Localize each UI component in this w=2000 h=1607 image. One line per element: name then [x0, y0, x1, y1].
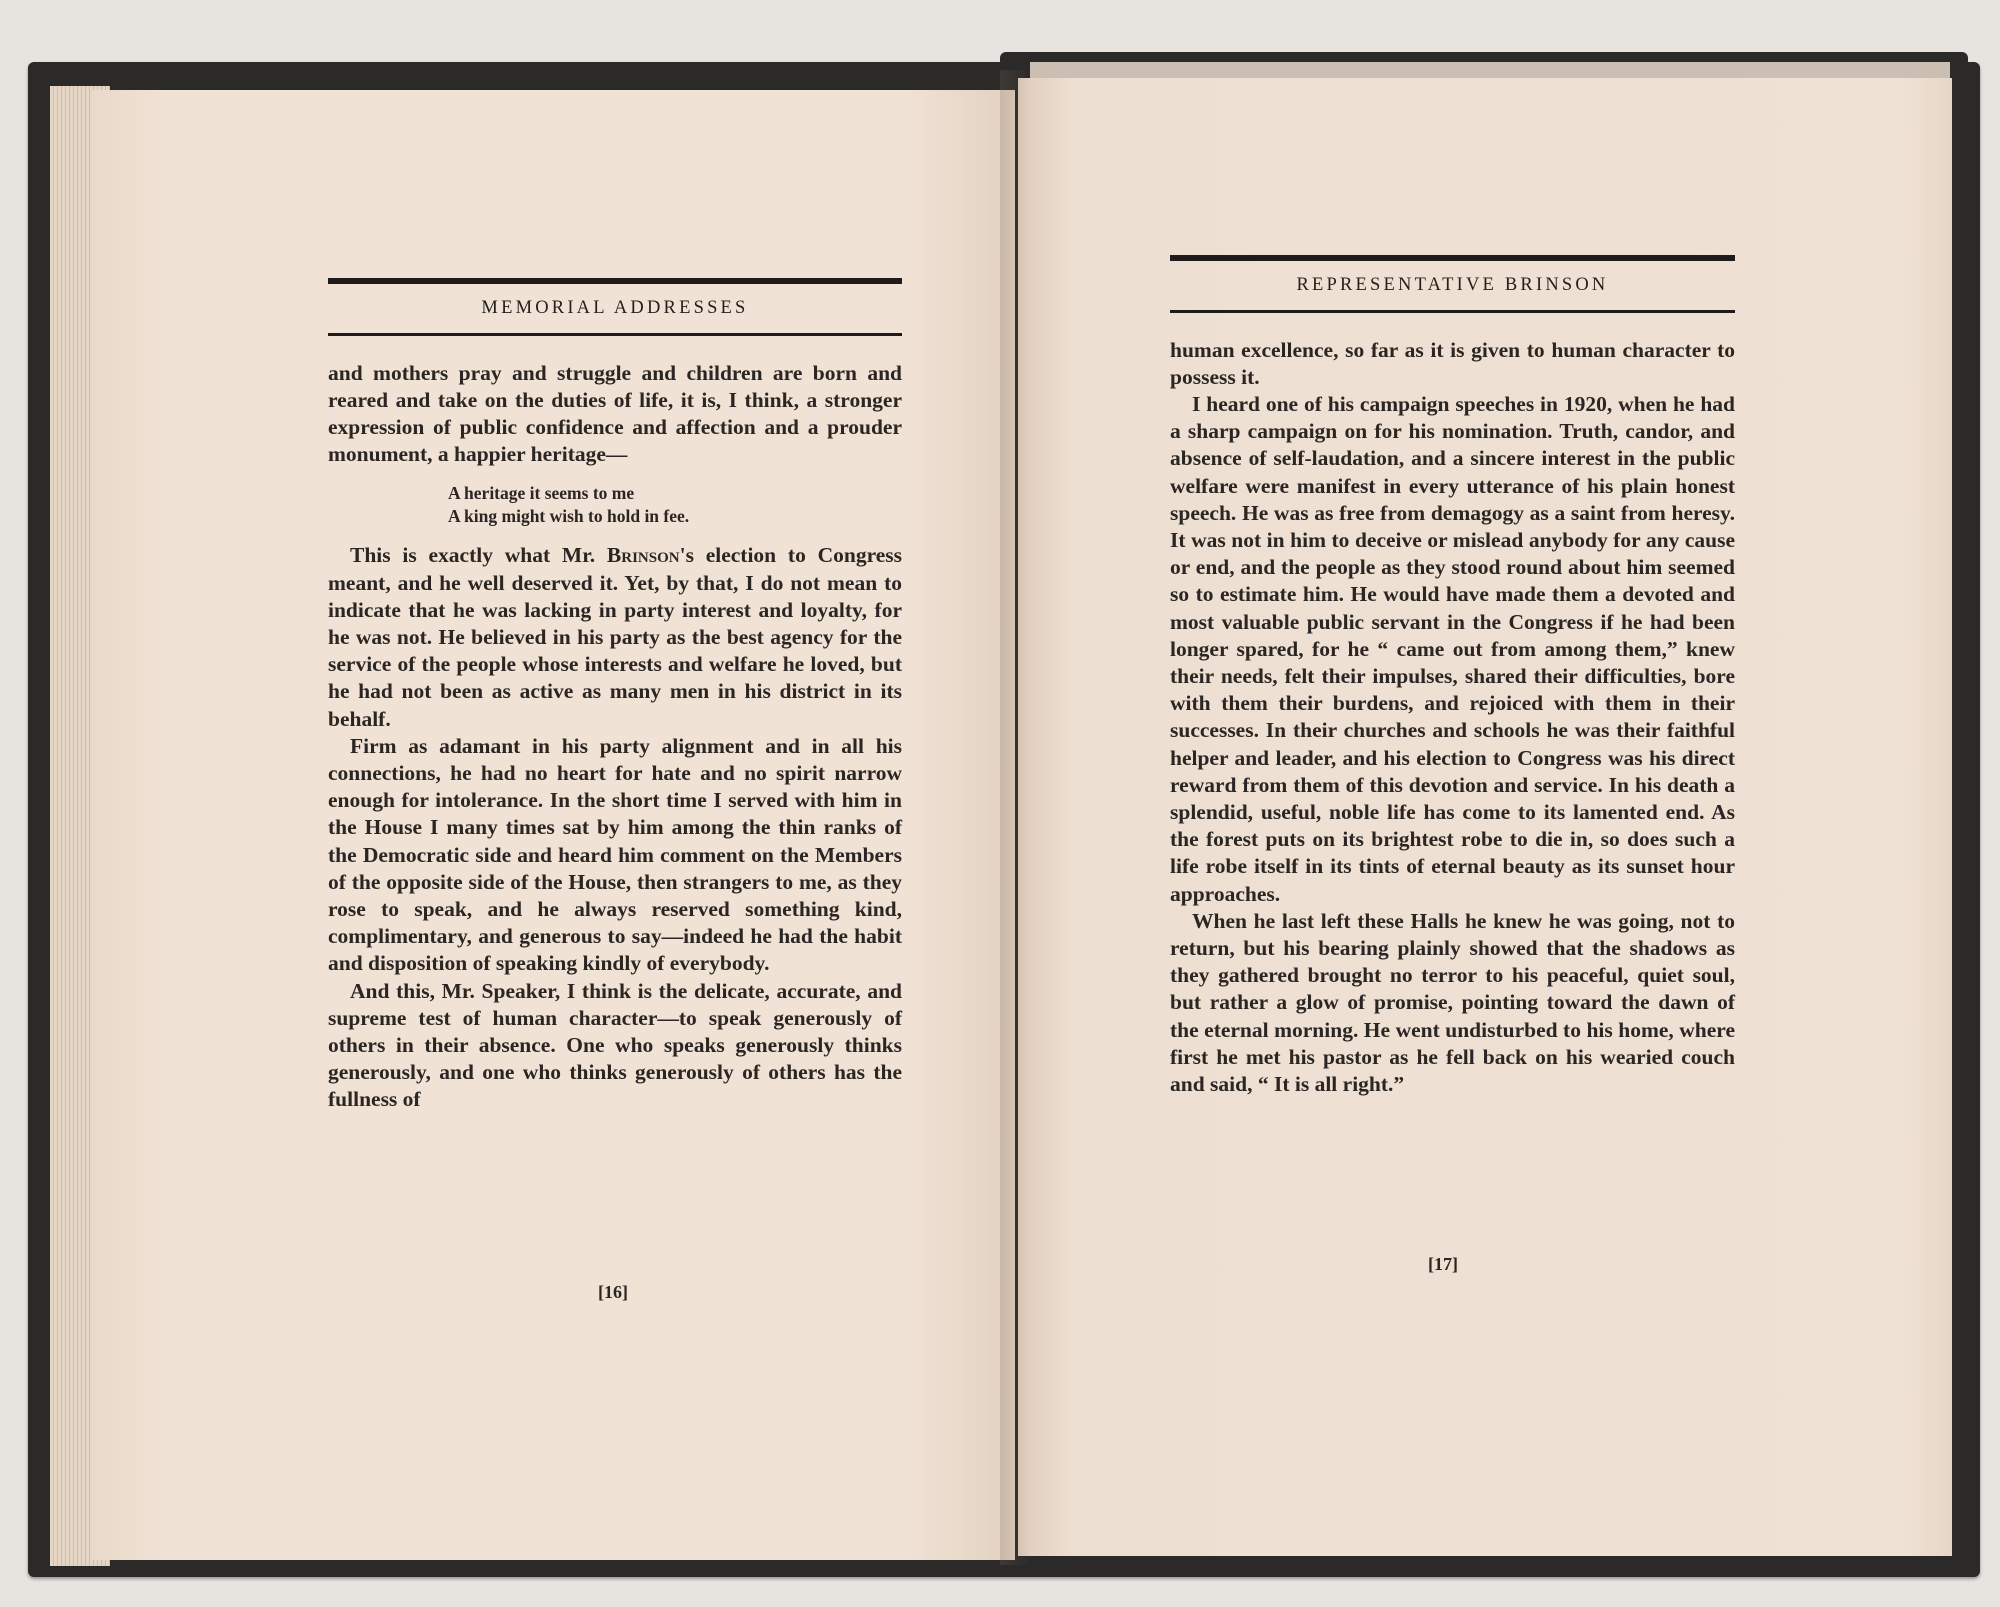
body-text [1170, 337, 1735, 1099]
paragraph: When he last left these Halls he knew he was going, not to return, but his bearing plainly showed that the shadows as they gathered brought no terror to his peaceful, quiet soul, but rather a glow of promise, pointing toward the dawn of the eternal morning. He went undisturbed to his home, where first he met his pastor as he fell back on his wearied couch and said, “ It is all right.” [1170, 908, 1735, 1096]
page-number: [17] [1428, 1254, 1458, 1274]
page-number: [16] [598, 1282, 628, 1302]
text-span: 's election to Congress meant, and he well deserved it. Yet, by that, I do not mean to indicate that he was lacking in party interest and loyalty, for he was not. He believed in his party as the best agency for the service of the people whose interests and welfare he loved, but he had not been as active as many men in his district in its behalf. [328, 543, 902, 731]
gutter-shadow [1000, 70, 1030, 1565]
paragraph: and mothers pray and struggle and children are born and reared and take on the duties of life, it is, I think, a stronger expression of public confidence and affection and a prouder monument, a happier heritage— [328, 360, 902, 467]
paragraph: I heard one of his campaign speeches in 1920, when he had a sharp campaign on for his nomination. Truth, candor, and absence of self-laudation, and a sincere interest in the public welfare were manifest in every utterance of his plain honest speech. He was as free from demagogy as a saint from heresy. It was not in him to deceive or mislead anybody for any cause or end, and the people as they stood round about him seemed so to estimate him. He would have made them a devoted and most valuable public servant in the Congress if he had been longer spared, for he “ came out from among them,” knew their needs, felt their impulses, shared their difficulties, bore with them their burdens, and rejoiced with them in their successes. In their churches and schools he was their faithful helper and leader, and his election to Congress was his direct reward from them of this devotion and service. In his death a splendid, useful, noble life has come to its lamented end. As the forest puts on its brightest robe to die in, so does such a life robe itself in its tints of eternal beauty as its sunset hour approaches. [1170, 391, 1735, 906]
verse-line: A king might wish to hold in fee. [448, 506, 690, 527]
header-rule-bottom [328, 333, 902, 336]
left-text-column [328, 278, 902, 1114]
body-text [328, 360, 902, 1114]
text-span: This is exactly what Mr. [350, 543, 607, 568]
header-rule-top [328, 278, 902, 284]
running-head: MEMORIAL ADDRESSES [481, 298, 749, 318]
verse-line: A heritage it seems to me [448, 483, 635, 504]
paragraph: And this, Mr. Speaker, I think is the delicate, accurate, and supreme test of human character—to speak generously of others in their absence. One who speaks generously thinks generously, and one who thinks generously of others has the fullness of [328, 978, 902, 1112]
header-rule-bottom [1170, 310, 1735, 313]
verse-quote [448, 482, 902, 528]
running-head: REPRESENTATIVE BRINSON [1296, 275, 1609, 295]
paragraph [328, 542, 902, 732]
paragraph: Firm as adamant in his party alignment and in all his connections, he had no heart for hate and no spirit narrow enough for intolerance. In the short time I served with him in the House I many times sat by him among the thin ranks of the Democratic side and heard him comment on the Members of the opposite side of the House, then strangers to me, as they rose to speak, and he always reserved something kind, complimentary, and generous to say—indeed he had the habit and disposition of speaking kindly of everybody. [328, 733, 902, 976]
name-small-caps: Brinson [606, 543, 680, 568]
header-rule-top [1170, 255, 1735, 261]
right-text-column [1170, 255, 1735, 1098]
paragraph: human excellence, so far as it is given to human character to possess it. [1170, 337, 1735, 389]
